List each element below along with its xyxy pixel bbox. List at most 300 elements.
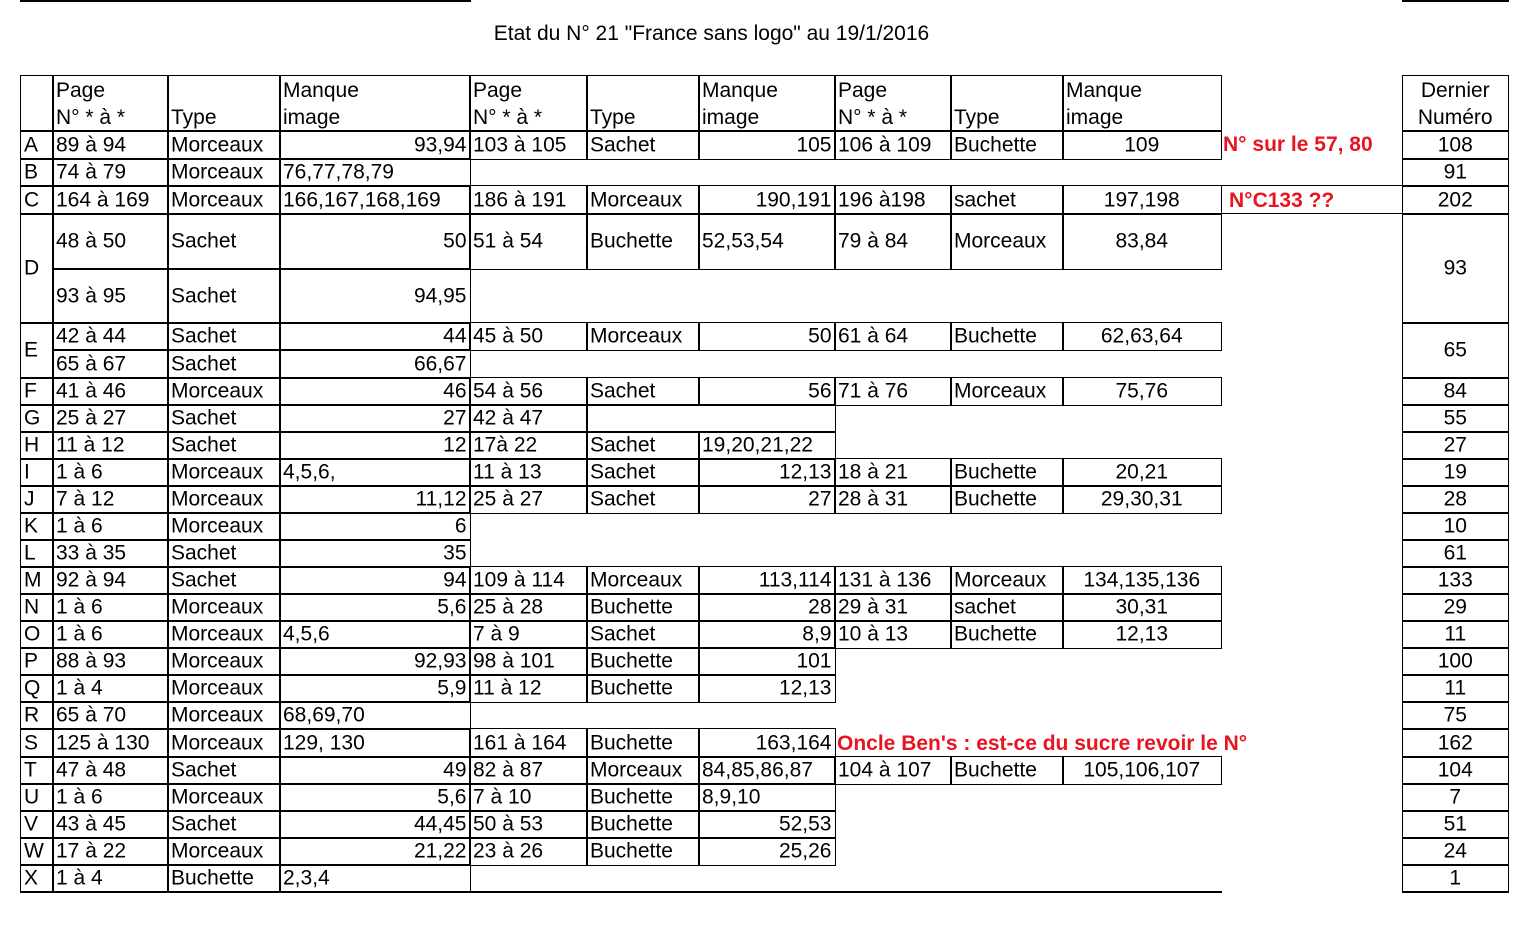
cell-dernier — [1402, 322, 1509, 379]
cell-type — [586, 213, 700, 270]
cell-manque-text: 4,5,6 — [283, 622, 330, 646]
cell-type-text: Morceaux — [590, 188, 683, 212]
row-letter-text: O — [24, 622, 41, 646]
cell-page-text: 131 à 136 — [838, 568, 932, 592]
cell-page — [52, 539, 169, 568]
cell-type-text — [587, 891, 699, 893]
cell-manque — [698, 431, 836, 460]
cell-manque — [1062, 756, 1222, 785]
cell-manque-text: 166,167,168,169 — [283, 188, 441, 212]
cell-type-text: Morceaux — [171, 379, 264, 403]
row-letter-text — [21, 891, 53, 893]
cell-type-text: Sachet — [171, 324, 237, 348]
cell-type — [586, 566, 700, 595]
cell-type — [950, 593, 1064, 622]
cell-type-text: Morceaux — [171, 514, 264, 538]
header-page-3 — [834, 75, 952, 132]
cell-page-text: 17 à 22 — [56, 839, 127, 863]
cell-dernier — [1402, 810, 1509, 839]
cell-page — [834, 756, 952, 785]
cell-manque-text: 28 — [808, 595, 832, 619]
row-letter — [20, 620, 54, 649]
cell-dernier-text: 108 — [1437, 133, 1473, 157]
cell-manque — [698, 185, 836, 215]
cell-page-text: 17à 22 — [473, 433, 538, 457]
cell-page — [52, 158, 169, 187]
cell-page-text: 88 à 93 — [56, 649, 127, 673]
cell-page-text: 41 à 46 — [56, 379, 127, 403]
cell-page — [469, 377, 588, 406]
cell-page-text: 106 à 109 — [838, 133, 932, 157]
cell-type — [586, 485, 700, 514]
cell-manque — [279, 674, 471, 703]
cell-page — [469, 620, 588, 649]
cell-type-text — [168, 0, 280, 2]
cell-manque-text: 27 — [808, 487, 832, 511]
cell-manque — [279, 349, 471, 379]
cell-dernier — [1402, 185, 1509, 215]
cell-type — [950, 130, 1064, 160]
cell-page — [52, 647, 169, 676]
row-a-extension-line — [1220, 185, 1402, 186]
cell-manque-text: 109 — [1124, 133, 1160, 157]
cell-type — [167, 349, 281, 379]
cell-page-text: 54 à 56 — [473, 379, 544, 403]
cell-manque-text: 49 — [443, 758, 467, 782]
cell-type — [167, 158, 281, 187]
cell-type-text: Buchette — [590, 229, 673, 253]
cell-type-text: Morceaux — [171, 649, 264, 673]
cell-dernier-text: 202 — [1437, 188, 1473, 212]
cell-dernier — [1402, 620, 1509, 649]
cell-page — [52, 431, 169, 460]
header-manque-1-line2: image — [283, 106, 341, 129]
cell-dernier — [1402, 783, 1509, 812]
cell-manque — [698, 566, 836, 595]
cell-manque-text: 52,53 — [778, 812, 832, 836]
cell-manque-text: 46 — [443, 379, 467, 403]
cell-dernier-text: 133 — [1437, 568, 1473, 592]
cell-type — [167, 891, 281, 893]
cell-dernier-text: 162 — [1437, 731, 1473, 755]
cell-page — [52, 512, 169, 541]
cell-type-text: Morceaux — [590, 324, 683, 348]
cell-page — [834, 213, 952, 270]
cell-manque — [698, 728, 836, 758]
cell-page — [52, 458, 169, 487]
cell-page-text: 1 à 4 — [56, 866, 103, 890]
row-letter-text: I — [24, 460, 30, 484]
row-c-extension-line — [1220, 213, 1402, 214]
note-c: N°C133 ?? — [1229, 189, 1335, 212]
cell-type-text: Morceaux — [171, 460, 264, 484]
cell-manque-text: 44 — [443, 324, 467, 348]
cell-type-text: Buchette — [590, 649, 673, 673]
cell-type — [586, 620, 700, 649]
cell-type-text: Buchette — [590, 785, 673, 809]
header-page-3-line1: Page — [838, 79, 888, 102]
cell-type-text: Sachet — [171, 229, 237, 253]
cell-page-text: 61 à 64 — [838, 324, 909, 348]
cell-manque — [1062, 458, 1222, 487]
row-letter — [20, 728, 54, 758]
header-manque-3-line1: Manque — [1066, 79, 1142, 102]
row-letter-text: H — [24, 433, 40, 457]
cell-dernier-text — [1403, 891, 1508, 893]
row-letter — [20, 837, 54, 866]
cell-type — [167, 810, 281, 839]
cell-type — [167, 593, 281, 622]
header-type-3-line2: Type — [954, 106, 1000, 129]
cell-page-text: 65 à 67 — [56, 352, 127, 376]
cell-manque — [698, 322, 836, 351]
cell-type — [950, 213, 1064, 270]
cell-dernier — [1402, 728, 1509, 758]
cell-dernier-text: 28 — [1443, 487, 1467, 511]
header-manque-1 — [279, 75, 471, 132]
cell-type-text: Sachet — [171, 812, 237, 836]
cell-page — [52, 593, 169, 622]
cell-page — [52, 185, 169, 215]
cell-type-text: sachet — [954, 595, 1016, 619]
cell-type — [167, 647, 281, 676]
cell-dernier — [1402, 0, 1509, 2]
cell-manque — [279, 485, 471, 514]
cell-page-text: 109 à 114 — [473, 568, 565, 592]
cell-manque — [279, 783, 471, 812]
cell-dernier — [1402, 458, 1509, 487]
header-dernier-line1: Dernier — [1420, 79, 1490, 102]
row-letter — [20, 512, 54, 541]
cell-dernier-text: 1 — [1449, 866, 1462, 890]
cell-type-text: Buchette — [590, 676, 673, 700]
cell-type-text: Sachet — [590, 379, 656, 403]
cell-type — [586, 322, 700, 351]
row-letter-text: T — [24, 758, 37, 782]
cell-dernier-text: 55 — [1443, 406, 1467, 430]
cell-dernier-text: 11 — [1444, 676, 1467, 700]
cell-type — [586, 810, 700, 839]
cell-manque — [279, 0, 471, 2]
cell-page — [52, 0, 169, 2]
cell-manque-text: 44,45 — [413, 812, 467, 836]
cell-type-text: Sachet — [171, 568, 237, 592]
cell-manque-text: 105,106,107 — [1083, 758, 1201, 782]
cell-page-text — [53, 891, 168, 893]
header-manque-3-line2: image — [1066, 106, 1124, 129]
row-letter-text: N — [24, 595, 40, 619]
cell-page-text: 82 à 87 — [473, 758, 544, 782]
cell-page-text — [470, 891, 587, 893]
cell-manque — [279, 377, 471, 406]
cell-page — [469, 485, 588, 514]
cell-dernier-text: 11 — [1444, 622, 1467, 646]
cell-type-text: Sachet — [590, 487, 656, 511]
cell-type — [167, 377, 281, 406]
cell-page-text: 93 à 95 — [56, 284, 127, 308]
cell-type-text: Morceaux — [954, 568, 1047, 592]
row-letter — [20, 458, 54, 487]
cell-type — [167, 620, 281, 649]
cell-page — [52, 377, 169, 406]
cell-manque-text: 29,30,31 — [1100, 487, 1183, 511]
header-dernier-line2: Numéro — [1417, 106, 1493, 129]
cell-manque — [279, 539, 471, 568]
cell-manque-text: 6 — [454, 514, 467, 538]
cell-type-text: Morceaux — [954, 229, 1047, 253]
cell-type — [586, 130, 700, 160]
cell-manque — [279, 728, 471, 758]
cell-manque — [279, 810, 471, 839]
cell-page-text: 7 à 10 — [473, 785, 532, 809]
cell-page — [52, 783, 169, 812]
cell-type-text: Buchette — [954, 324, 1037, 348]
row-letter — [20, 539, 54, 568]
cell-manque-text: 113,114 — [758, 568, 832, 592]
cell-manque-text — [1063, 891, 1221, 893]
cell-page — [469, 756, 588, 785]
cell-type-text: Morceaux — [171, 188, 264, 212]
cell-dernier — [1402, 431, 1509, 460]
cell-manque — [279, 756, 471, 785]
cell-page-text: 47 à 48 — [56, 758, 127, 782]
cell-type — [586, 756, 700, 785]
cell-manque-text: 52,53,54 — [702, 229, 784, 253]
cell-dernier — [1402, 756, 1509, 785]
header-dernier — [1402, 75, 1509, 132]
cell-page-text: 1 à 6 — [56, 595, 103, 619]
cell-type-text: Sachet — [171, 284, 237, 308]
row-letter — [20, 158, 54, 187]
cell-page-text: 104 à 107 — [838, 758, 932, 782]
cell-type — [167, 837, 281, 866]
cell-page-text: 50 à 53 — [473, 812, 544, 836]
cell-type — [167, 783, 281, 812]
cell-manque — [279, 213, 471, 270]
cell-page-text: 1 à 6 — [56, 622, 103, 646]
cell-manque-text: 12,13 — [778, 460, 832, 484]
cell-page-text: 98 à 101 — [473, 649, 555, 673]
cell-page — [469, 404, 588, 433]
cell-manque-text: 129, 130 — [283, 731, 365, 755]
cell-manque — [279, 620, 471, 649]
cell-dernier — [1402, 485, 1509, 514]
row-letter-text: S — [24, 731, 39, 755]
cell-type-text: Morceaux — [171, 676, 264, 700]
cell-page — [834, 620, 952, 649]
cell-manque-text: 94,95 — [413, 284, 467, 308]
cell-manque — [279, 593, 471, 622]
cell-type — [950, 485, 1064, 514]
cell-type — [586, 593, 700, 622]
cell-type-text: Sachet — [171, 758, 237, 782]
cell-type — [167, 431, 281, 460]
cell-page — [469, 647, 588, 676]
cell-type-text: Morceaux — [171, 160, 264, 184]
cell-manque-text: 5,9 — [437, 676, 467, 700]
cell-manque — [1062, 213, 1222, 270]
cell-manque — [279, 404, 471, 433]
cell-dernier-text: 24 — [1443, 839, 1467, 863]
cell-page — [469, 566, 588, 595]
cell-page — [52, 268, 169, 324]
cell-type — [586, 837, 700, 866]
cell-dernier-text: 84 — [1443, 379, 1467, 403]
cell-dernier — [1402, 701, 1509, 730]
cell-dernier — [1402, 566, 1509, 595]
cell-manque-text: 92,93 — [413, 649, 467, 673]
header-manque-3 — [1062, 75, 1222, 132]
row-letter — [20, 891, 54, 893]
cell-manque-text: 50 — [808, 324, 832, 348]
cell-manque — [698, 674, 836, 703]
cell-manque-text: 5,6 — [437, 785, 467, 809]
row-letter-text: B — [24, 160, 39, 184]
cell-type-text: Morceaux — [590, 568, 683, 592]
cell-dernier-text: 27 — [1443, 433, 1467, 457]
cell-manque-text: 50 — [443, 229, 467, 253]
cell-type-text: Sachet — [590, 433, 656, 457]
header-manque-1-line1: Manque — [283, 79, 359, 102]
cell-type — [950, 566, 1064, 595]
header-page-2 — [469, 75, 588, 132]
cell-dernier-text: 104 — [1437, 758, 1473, 782]
cell-manque — [698, 756, 836, 785]
cell-type-text: Sachet — [171, 433, 237, 457]
header-manque-2-line2: image — [702, 106, 760, 129]
cell-manque-text: 75,76 — [1115, 379, 1169, 403]
cell-manque — [1062, 593, 1222, 622]
cell-page-text: 1 à 6 — [56, 514, 103, 538]
cell-manque-text: 11,12 — [415, 487, 467, 511]
cell-dernier-text: 7 — [1449, 785, 1462, 809]
cell-page — [52, 566, 169, 595]
cell-page — [469, 130, 588, 160]
cell-dernier-text: 19 — [1443, 460, 1467, 484]
cell-page-text: 43 à 45 — [56, 812, 127, 836]
cell-manque-text: 66,67 — [413, 352, 467, 376]
row-letter — [20, 404, 54, 433]
header-manque-2 — [698, 75, 836, 132]
cell-type — [950, 322, 1064, 351]
cell-page-text: 196 à198 — [838, 188, 926, 212]
cell-type — [167, 756, 281, 785]
cell-page — [52, 810, 169, 839]
cell-manque — [698, 485, 836, 514]
row-letter-text: G — [24, 406, 41, 430]
row-letter — [20, 322, 54, 379]
cell-type-text: Morceaux — [171, 622, 264, 646]
header-letter — [20, 75, 54, 132]
cell-type-text: Sachet — [590, 133, 656, 157]
cell-page-text: 48 à 50 — [56, 229, 127, 253]
cell-page-text: 7 à 12 — [56, 487, 115, 511]
cell-page-text: 164 à 169 — [56, 188, 150, 212]
cell-type-text: Buchette — [954, 460, 1037, 484]
cell-manque — [698, 647, 836, 676]
cell-empty — [586, 404, 836, 433]
cell-page — [52, 130, 169, 160]
cell-type — [167, 674, 281, 703]
header-type-2-line2: Type — [590, 106, 636, 129]
cell-manque — [279, 185, 471, 215]
cell-page — [469, 322, 588, 351]
cell-manque — [279, 837, 471, 866]
cell-page-text: 71 à 76 — [838, 379, 909, 403]
cell-dernier-text: 91 — [1443, 160, 1467, 184]
row-letter-text: F — [24, 379, 37, 403]
row-letter-text: W — [24, 839, 44, 863]
cell-page — [52, 728, 169, 758]
header-page-1-line2: N° * à * — [56, 106, 126, 129]
cell-type — [167, 213, 281, 270]
cell-page — [52, 864, 169, 893]
cell-page — [834, 566, 952, 595]
cell-manque — [698, 593, 836, 622]
cell-manque — [279, 431, 471, 460]
row-letter — [20, 130, 54, 160]
cell-page — [834, 322, 952, 351]
row-letter-text: K — [24, 514, 39, 538]
cell-manque-text: 30,31 — [1115, 595, 1169, 619]
cell-type — [586, 674, 700, 703]
cell-type-text: Sachet — [171, 406, 237, 430]
cell-dernier — [1402, 864, 1509, 893]
cell-page — [469, 593, 588, 622]
cell-dernier — [1402, 593, 1509, 622]
row-letter — [20, 566, 54, 595]
cell-page — [834, 377, 952, 406]
row-letter-text: X — [24, 866, 39, 890]
cell-page — [52, 756, 169, 785]
cell-dernier-text: 93 — [1443, 256, 1467, 280]
cell-type-text: Sachet — [590, 622, 656, 646]
cell-dernier — [1402, 512, 1509, 541]
cell-type-text: Buchette — [954, 758, 1037, 782]
row-letter-text: U — [24, 785, 40, 809]
cell-type-text: Buchette — [590, 812, 673, 836]
cell-page — [52, 404, 169, 433]
cell-dernier — [1402, 674, 1509, 703]
cell-type — [950, 458, 1064, 487]
cell-manque — [1062, 377, 1222, 406]
cell-dernier — [1402, 837, 1509, 866]
cell-type — [167, 566, 281, 595]
cell-page-text — [835, 891, 951, 893]
cell-page — [52, 213, 169, 270]
cell-manque — [279, 268, 471, 324]
cell-manque-text: 56 — [808, 379, 832, 403]
cell-page-text: 10 à 13 — [838, 622, 909, 646]
cell-page — [52, 485, 169, 514]
cell-page — [834, 485, 952, 514]
cell-page-text: 11 à 13 — [473, 460, 542, 484]
cell-manque — [279, 647, 471, 676]
cell-type-text: Morceaux — [954, 379, 1047, 403]
cell-page — [469, 810, 588, 839]
cell-page — [834, 891, 952, 893]
cell-type-text: Morceaux — [171, 487, 264, 511]
cell-dernier — [1402, 647, 1509, 676]
cell-manque-text: 25,26 — [778, 839, 832, 863]
cell-manque — [279, 512, 471, 541]
cell-type-text: Morceaux — [590, 758, 683, 782]
cell-page — [469, 891, 588, 893]
row-letter — [20, 185, 54, 215]
cell-manque — [1062, 185, 1222, 215]
cell-page-text: 23 à 26 — [473, 839, 544, 863]
header-page-1-line1: Page — [56, 79, 106, 102]
